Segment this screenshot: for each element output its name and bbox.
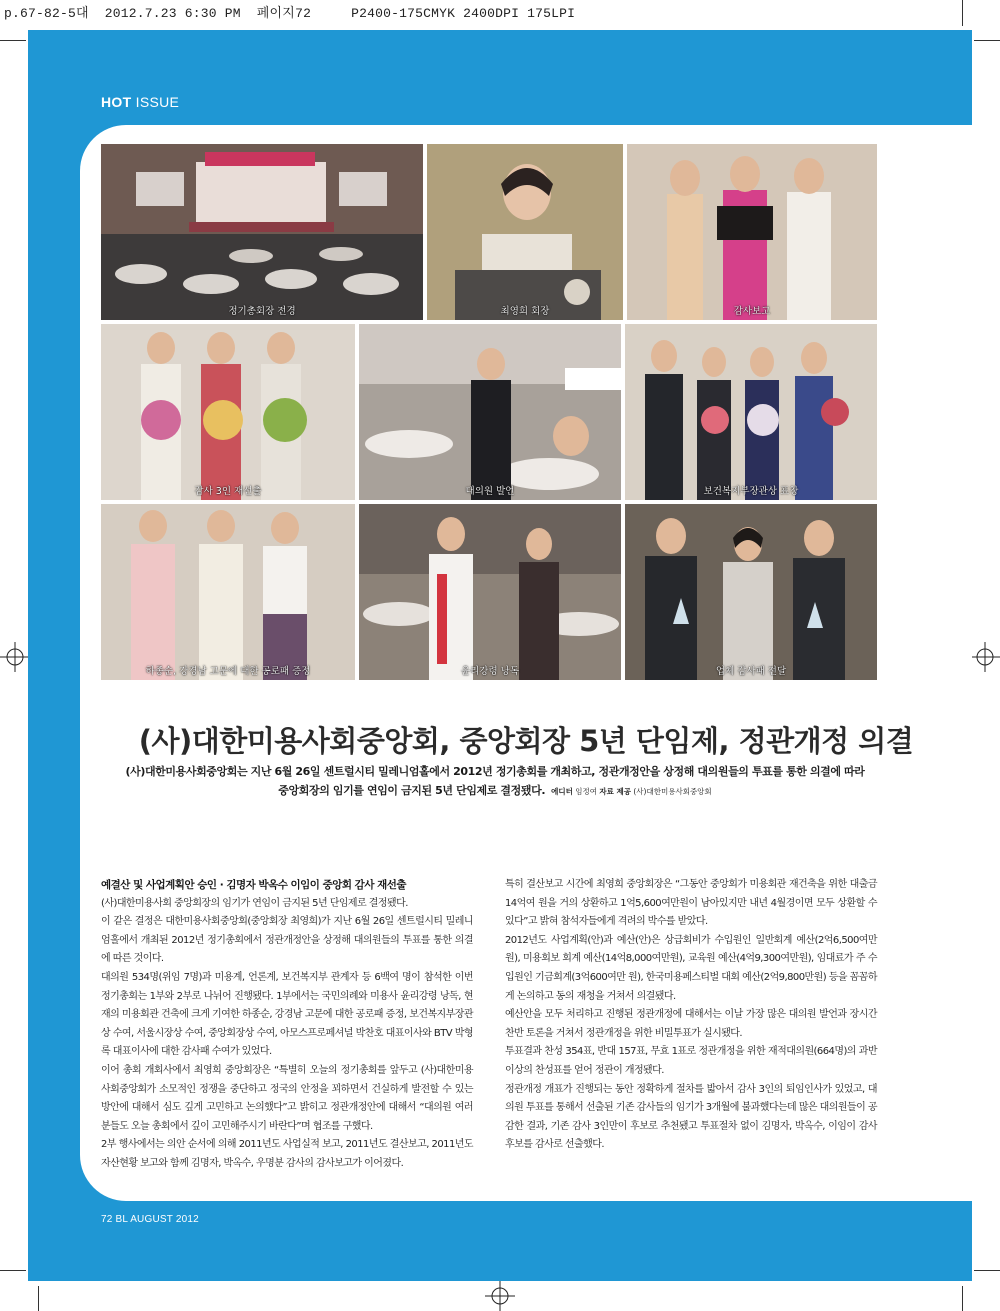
crop-mark <box>0 40 26 41</box>
crop-mark <box>962 1286 963 1311</box>
section-tag-rest: ISSUE <box>135 94 180 110</box>
article-credit <box>551 787 712 796</box>
photo-audit-report <box>627 144 877 320</box>
body-paragraph: 대의원 534명(위임 7명)과 미용계, 언론계, 보건복지부 관계자 등 6백여 명이 참석한 이번 정기총회는 1부와 2부로 나뉘어 진행됐다. 1부에서는 국민의례와 미용사 윤리강령 낭독, 현재의 미용회관 건축에 크게 기여한 하종순, 강경남 고문에 대한 공로패 증정, 보건복지부장관상 수여, 서울시장상 수여, 중앙회장상 수여, 아모스프로페셔널 박찬호 대표이사와 BTV 박형록 대표이사에 대한 감사패 수여가 있었다. <box>101 971 473 1058</box>
body-subhead: 예결산 및 사업계획안 승인 · 김명자 박옥수 이임이 중앙회 감사 재선출 <box>101 879 407 891</box>
photo-caption: 윤리강령 낭독 <box>460 666 520 677</box>
photo-caption: 감사보고 <box>733 306 771 317</box>
photo-caption: 정기총회장 전경 <box>228 306 296 317</box>
section-tag <box>101 94 179 110</box>
photo-advisor-plaques <box>101 504 355 680</box>
body-column-right <box>505 876 877 1155</box>
body-paragraph: 2012년도 사업계획(안)과 예산(안)은 상급회비가 수입원인 일반회계 예산(2억6,500여만 원), 미용회보 회계 예산(14억8,000여만원), 교육원 예산(4억9,300여만원), 임대료가 주 수입원인 기금회계(3억600여만 원), 한국미용페스티벌 대회 예산(2억9,800만원) 등을 꼼꼼하게 논의하고 동의 재청을 거쳐서 의결됐다. <box>505 934 877 1002</box>
body-column-left <box>101 876 473 1174</box>
crop-mark <box>974 1270 1000 1271</box>
photo-caption: 업체 감사패 전달 <box>715 666 787 677</box>
photo-company-plaques <box>625 504 877 680</box>
credit-label: 자료 제공 <box>599 787 631 796</box>
lead-line: (사)대한미용사회중앙회는 지난 6월 26일 센트럴시티 밀레니엄홀에서 2012년 정기총회를 개최하고, 정관개정안을 상정해 대의원들의 투표를 통한 의결에 따라 <box>125 765 865 778</box>
photo-president <box>427 144 623 320</box>
registration-mark-icon <box>485 1281 515 1311</box>
photo-ethics-pledge <box>359 504 621 680</box>
body-paragraph: 예산안을 모두 처리하고 진행된 정관개정에 대해서는 이날 가장 많은 대의원 발언과 장시간 찬반 토론을 거쳐서 정관개정을 위한 비밀투표가 실시됐다. <box>505 1009 877 1039</box>
lead-line-with-credit <box>100 781 890 801</box>
body-paragraph: 이 같은 결정은 대한미용사회중앙회(중앙회장 최영희)가 지난 6월 26일 센트럴시티 밀레니엄홀에서 개최된 2012년 정기총회에서 정관개정안을 상정해 대의원들의 투표를 통한 의결에 따른 것이다. <box>101 916 473 965</box>
photo-caption: 대의원 발언 <box>465 486 515 497</box>
article-headline: (사)대한미용사회중앙회, 중앙회장 5년 단임제, 정관개정 의결 <box>138 724 914 759</box>
body-paragraph: 2부 행사에서는 의안 순서에 의해 2011년도 사업실적 보고, 2011년도 결산보고, 2011년도 자산현황 보고와 함께 김명자, 박옥수, 우명분 감사의 감사보고가 이어졌다. <box>101 1139 473 1169</box>
body-paragraph: 특히 결산보고 시간에 최영희 중앙회장은 “그동안 중앙회가 미용회관 재건축을 위한 대출금 14억여 원을 거의 상환하고 1억5,600여만원이 남아있지만 내년 4월경이면 모두 상환할 수 있다”고 밝혀 참석자들에게 격려의 박수를 받았다. <box>505 879 877 928</box>
credit-editor: 임정여 <box>575 787 597 796</box>
photo-auditors-reelected <box>101 324 355 500</box>
registration-mark-icon <box>0 642 30 672</box>
photo-caption: 감사 3인 재선출 <box>194 486 262 497</box>
crop-mark <box>38 1286 39 1311</box>
photo-delegate-speech <box>359 324 621 500</box>
crop-mark <box>0 1270 26 1271</box>
print-slug: p.67-82-5대 2012.7.23 6:30 PM 페이지72 P2400-175CMYK 2400DPI 175LPI <box>4 6 576 21</box>
photo-hall-view <box>101 144 423 320</box>
lead-line: 중앙회장의 임기를 연임이 금지된 5년 단임제로 결정됐다. <box>278 784 546 797</box>
crop-mark <box>962 0 963 26</box>
credit-label: 에디터 <box>551 787 573 796</box>
section-tag-bold: HOT <box>101 94 132 110</box>
body-paragraph: 이어 총회 개회사에서 최영희 중앙회장은 “특별히 오늘의 정기총회를 앞두고 (사)대한미용사회중앙회가 소모적인 정쟁을 중단하고 정국의 안정을 꾀하면서 건실하게 발전할 수 있는 방안에 대해서 심도 깊게 고민하고 논의했다”고 밝히고 정관개정안에 대해서 “대의원 여러분들도 오늘 총회에서 깊이 고민해주시기 바란다”며 협조를 구했다. <box>101 1064 473 1132</box>
body-paragraph: 투표결과 찬성 354표, 반대 157표, 무효 1표로 정관개정을 위한 재적대의원(664명)의 과반 이상의 찬성표를 얻어 정관이 개정됐다. <box>505 1046 877 1076</box>
body-paragraph: 정관개정 개표가 진행되는 동안 정확하게 절차를 밟아서 감사 3인의 퇴임인사가 있었고, 대의원 투표를 통해서 선출된 기존 감사들의 임기가 3개월에 불과했다는데 많은 대의원들이 공감한 결과, 기존 감사 3인만이 후보로 추천됐고 투표절차 없이 김명자, 박옥수, 이임이 감사후보를 감사로 선출했다. <box>505 1083 877 1151</box>
photo-ministry-award <box>625 324 877 500</box>
body-paragraph: (사)대한미용사회 중앙회장의 임기가 연임이 금지된 5년 단임제로 결정됐다. <box>101 897 408 909</box>
registration-mark-icon <box>970 642 1000 672</box>
photo-caption: 최영희 회장 <box>500 306 550 317</box>
credit-source: (사)대한미용사회중앙회 <box>633 787 712 796</box>
page-folio: 72 BL AUGUST 2012 <box>101 1214 199 1225</box>
article-lead <box>100 762 890 801</box>
crop-mark <box>974 40 1000 41</box>
photo-caption: 보건복지부장관상 표창 <box>703 486 799 497</box>
photo-caption: 하종순, 강경남 고문에 대한 공로패 증정 <box>145 666 311 677</box>
